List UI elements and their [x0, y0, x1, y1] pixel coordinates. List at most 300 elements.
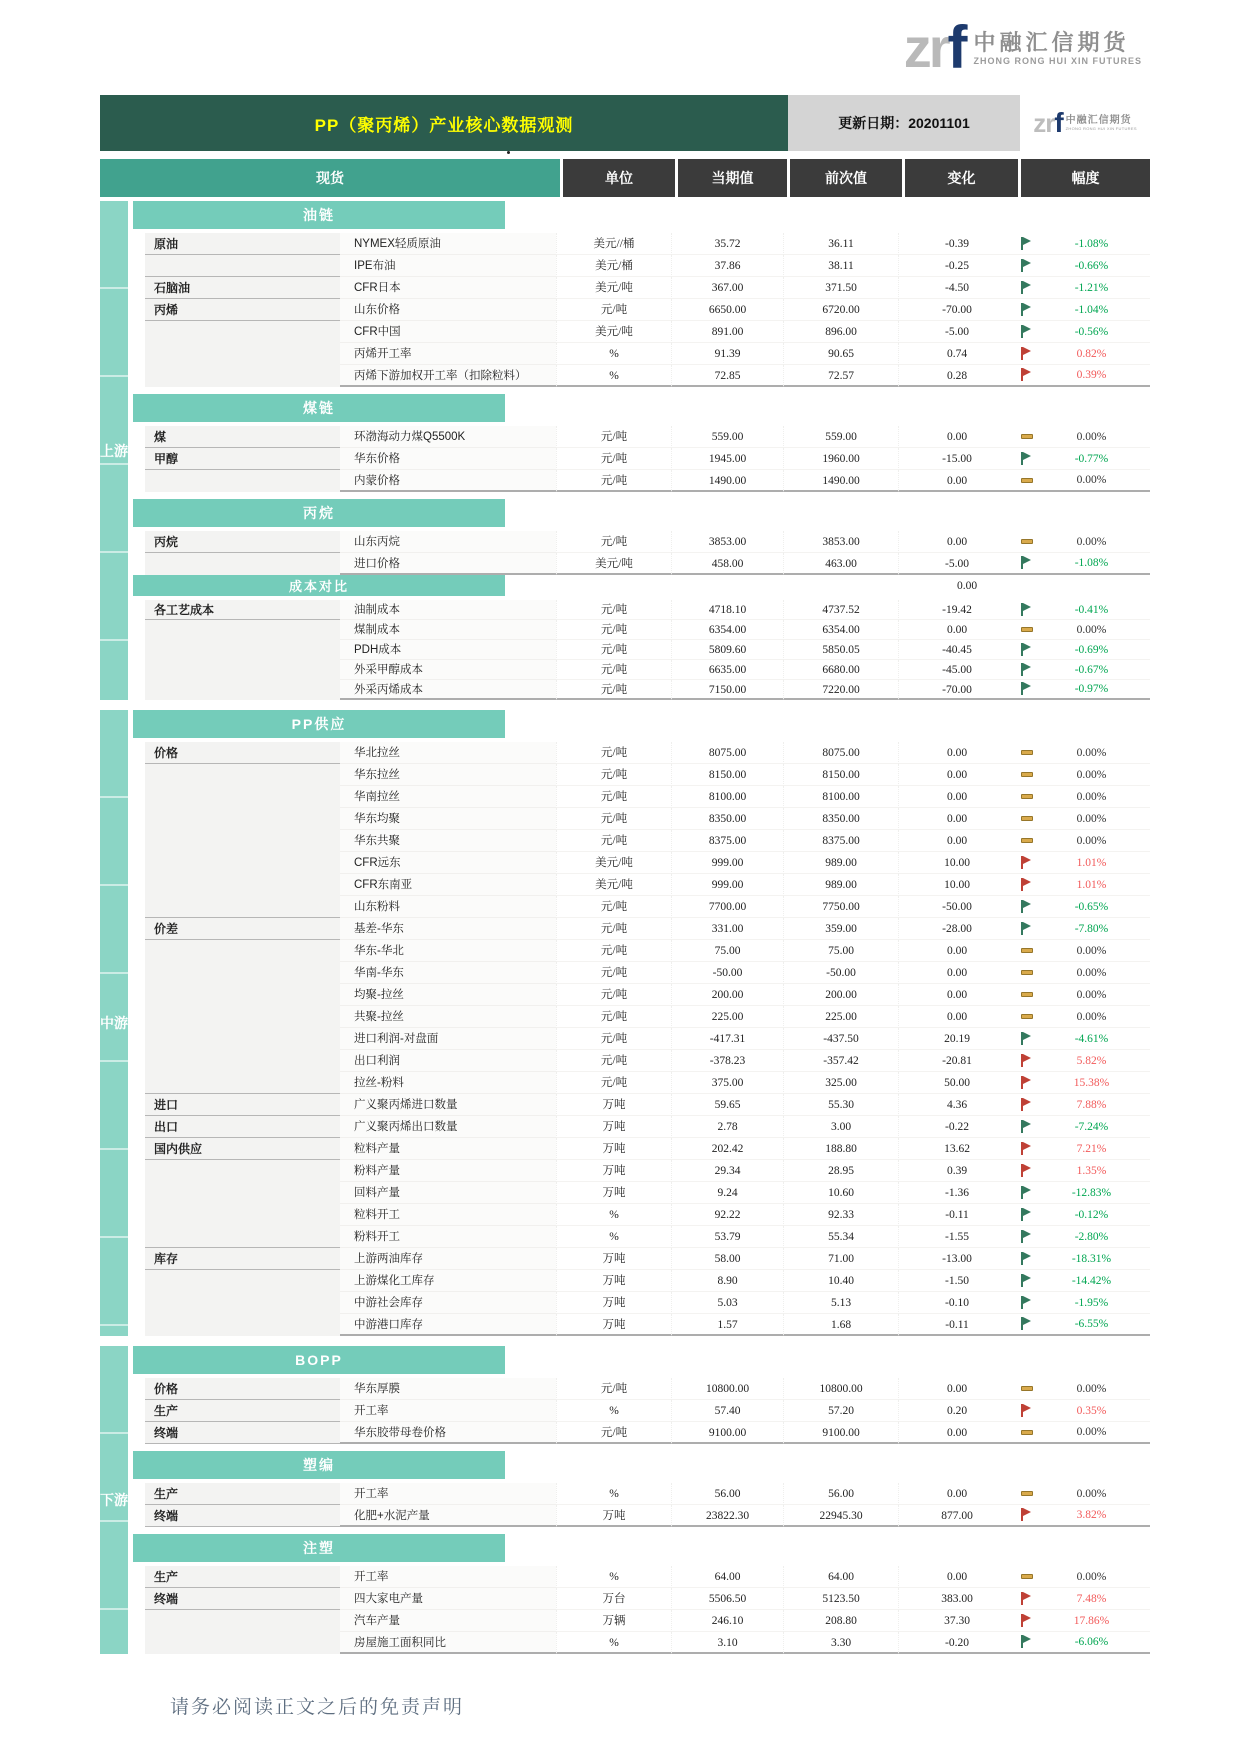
increase-flag-icon — [1020, 878, 1033, 892]
group-content — [128, 710, 1150, 1336]
decrease-flag-icon — [1020, 922, 1033, 936]
table-row — [128, 426, 1150, 448]
table-row — [128, 470, 1150, 492]
row-current-value: 331.00 — [671, 918, 783, 940]
row-current-value: 6650.00 — [671, 299, 783, 321]
table-row — [128, 343, 1150, 365]
row-item-label: 化肥+水泥产量 — [340, 1505, 556, 1527]
row-previous-value: 55.30 — [783, 1094, 898, 1116]
row-change-value: 4.36 — [898, 1094, 1015, 1116]
decrease-flag-icon — [1020, 325, 1033, 339]
section-header-row — [128, 1346, 1150, 1374]
table-row — [128, 742, 1150, 764]
row-previous-value: 72.57 — [783, 365, 898, 387]
row-percent-cell — [1015, 1422, 1150, 1444]
row-previous-value: 8350.00 — [783, 808, 898, 830]
row-unit: 美元//桶 — [556, 233, 671, 255]
neutral-dash-icon — [1021, 627, 1033, 632]
row-current-value: 1490.00 — [671, 470, 783, 492]
table-row — [128, 1006, 1150, 1028]
row-previous-value: 371.50 — [783, 277, 898, 299]
increase-flag-icon — [1020, 1592, 1033, 1606]
row-unit: 元/吨 — [556, 531, 671, 553]
row-current-value: 1945.00 — [671, 448, 783, 470]
row-previous-value: 55.34 — [783, 1226, 898, 1248]
row-change-value: 0.00 — [898, 764, 1015, 786]
row-unit: 元/吨 — [556, 808, 671, 830]
table-row — [128, 918, 1150, 940]
row-percent-value: 5.82% — [1076, 1054, 1107, 1067]
row-unit: 元/吨 — [556, 742, 671, 764]
row-percent-cell — [1015, 426, 1150, 448]
row-unit: 万吨 — [556, 1505, 671, 1527]
row-current-value: 6354.00 — [671, 620, 783, 640]
row-category: 甲醇 — [145, 448, 340, 470]
row-item-label: 开工率 — [340, 1400, 556, 1422]
row-current-value: -378.23 — [671, 1050, 783, 1072]
row-category: 终端 — [145, 1588, 340, 1610]
row-percent-value: 7.88% — [1076, 1098, 1107, 1111]
decrease-flag-icon — [1020, 1208, 1033, 1222]
table-row — [128, 233, 1150, 255]
row-category — [145, 1204, 340, 1226]
row-current-value: 246.10 — [671, 1610, 783, 1632]
increase-flag-icon — [1020, 1614, 1033, 1628]
table-row — [128, 1610, 1150, 1632]
neutral-dash-icon — [1021, 970, 1033, 975]
table-body — [100, 201, 1150, 1664]
row-unit: 元/吨 — [556, 1028, 671, 1050]
row-percent-cell — [1015, 343, 1150, 365]
row-item-label: 外采丙烯成本 — [340, 680, 556, 700]
decrease-flag-icon — [1020, 452, 1033, 466]
section-header-row — [128, 575, 1150, 596]
table-row — [128, 448, 1150, 470]
row-percent-cell — [1015, 918, 1150, 940]
row-previous-value: 6354.00 — [783, 620, 898, 640]
row-percent-cell — [1015, 1072, 1150, 1094]
row-item-label: 粒料产量 — [340, 1138, 556, 1160]
row-item-label: 华南拉丝 — [340, 786, 556, 808]
table-row — [128, 299, 1150, 321]
row-current-value: 8075.00 — [671, 742, 783, 764]
row-current-value: 35.72 — [671, 233, 783, 255]
row-current-value: 7150.00 — [671, 680, 783, 700]
logo-company-name-en: ZHONG RONG HUI XIN FUTURES — [1065, 126, 1137, 131]
row-change-value: -40.45 — [898, 640, 1015, 660]
row-previous-value: 559.00 — [783, 426, 898, 448]
row-category — [145, 786, 340, 808]
row-item-label: 丙烯开工率 — [340, 343, 556, 365]
row-item-label: 开工率 — [340, 1483, 556, 1505]
row-percent-cell — [1015, 553, 1150, 575]
row-percent-cell — [1015, 660, 1150, 680]
row-change-value: -0.25 — [898, 255, 1015, 277]
row-previous-value: 56.00 — [783, 1483, 898, 1505]
neutral-dash-icon — [1021, 1430, 1033, 1435]
row-item-label: 中游港口库存 — [340, 1314, 556, 1336]
increase-flag-icon — [1020, 856, 1033, 870]
row-change-value: 0.39 — [898, 1160, 1015, 1182]
row-current-value: 53.79 — [671, 1226, 783, 1248]
row-percent-cell — [1015, 1378, 1150, 1400]
row-item-label: 粒料开工 — [340, 1204, 556, 1226]
section-header-row — [128, 499, 1150, 527]
row-item-label: 回料产量 — [340, 1182, 556, 1204]
row-current-value: 375.00 — [671, 1072, 783, 1094]
row-current-value: 559.00 — [671, 426, 783, 448]
table-row — [128, 1292, 1150, 1314]
row-category — [145, 680, 340, 700]
row-percent-cell — [1015, 962, 1150, 984]
row-percent-value: 0.00% — [1076, 812, 1107, 825]
row-previous-value: 36.11 — [783, 233, 898, 255]
row-percent-cell — [1015, 940, 1150, 962]
row-current-value: 3.10 — [671, 1632, 783, 1654]
row-percent-cell — [1015, 1505, 1150, 1527]
column-header-current: 当期值 — [678, 159, 787, 197]
row-percent-value: -1.08% — [1074, 237, 1109, 250]
row-unit: 元/吨 — [556, 1422, 671, 1444]
column-header-percent: 幅度 — [1021, 159, 1150, 197]
row-percent-value: 0.00% — [1076, 430, 1107, 443]
row-percent-cell — [1015, 984, 1150, 1006]
row-category: 价差 — [145, 918, 340, 940]
row-category — [145, 962, 340, 984]
row-previous-value: 6680.00 — [783, 660, 898, 680]
row-previous-value: 225.00 — [783, 1006, 898, 1028]
row-category — [145, 1028, 340, 1050]
row-percent-value: -14.42% — [1071, 1274, 1112, 1287]
row-percent-cell — [1015, 1566, 1150, 1588]
row-change-value: 0.00 — [898, 984, 1015, 1006]
row-percent-cell — [1015, 1116, 1150, 1138]
row-percent-value: 0.00% — [1076, 790, 1107, 803]
row-category: 煤 — [145, 426, 340, 448]
row-previous-value: 6720.00 — [783, 299, 898, 321]
decrease-flag-icon — [1020, 1120, 1033, 1134]
section — [128, 575, 1150, 700]
row-unit: 万辆 — [556, 1610, 671, 1632]
row-category — [145, 1610, 340, 1632]
row-item-label: 环渤海动力煤Q5500K — [340, 426, 556, 448]
row-unit: % — [556, 1400, 671, 1422]
row-change-value: 10.00 — [898, 874, 1015, 896]
row-change-value: 0.00 — [898, 830, 1015, 852]
decrease-flag-icon — [1020, 663, 1033, 677]
row-category: 价格 — [145, 742, 340, 764]
row-unit: 万台 — [556, 1588, 671, 1610]
neutral-dash-icon — [1021, 750, 1033, 755]
stream-band — [100, 201, 128, 700]
stream-band — [100, 1346, 128, 1654]
row-percent-value: 1.35% — [1076, 1164, 1107, 1177]
decrease-flag-icon — [1020, 1032, 1033, 1046]
row-previous-value: 10800.00 — [783, 1378, 898, 1400]
row-category: 原油 — [145, 233, 340, 255]
row-item-label: 广义聚丙烯出口数量 — [340, 1116, 556, 1138]
row-category — [145, 1006, 340, 1028]
row-unit: 美元/吨 — [556, 321, 671, 343]
row-percent-cell — [1015, 1314, 1150, 1336]
row-item-label: 华东共聚 — [340, 830, 556, 852]
row-previous-value: 8375.00 — [783, 830, 898, 852]
title-logo-cell — [1020, 95, 1150, 151]
table-row — [128, 1588, 1150, 1610]
row-change-value: -0.20 — [898, 1632, 1015, 1654]
row-percent-cell — [1015, 1292, 1150, 1314]
row-percent-cell — [1015, 852, 1150, 874]
row-current-value: 58.00 — [671, 1248, 783, 1270]
row-previous-value: -50.00 — [783, 962, 898, 984]
row-change-value: -4.50 — [898, 277, 1015, 299]
table-row — [128, 640, 1150, 660]
table-row — [128, 1094, 1150, 1116]
row-percent-cell — [1015, 233, 1150, 255]
increase-flag-icon — [1020, 1098, 1033, 1112]
row-item-label: 基差-华东 — [340, 918, 556, 940]
row-percent-value: 7.21% — [1076, 1142, 1107, 1155]
row-current-value: 999.00 — [671, 874, 783, 896]
neutral-dash-icon — [1021, 838, 1033, 843]
row-percent-value: -4.61% — [1074, 1032, 1109, 1045]
row-previous-value: 1.68 — [783, 1314, 898, 1336]
row-category — [145, 470, 340, 492]
row-previous-value: 22945.30 — [783, 1505, 898, 1527]
row-change-value: 0.00 — [898, 786, 1015, 808]
row-percent-cell — [1015, 1006, 1150, 1028]
row-item-label: 华东-华北 — [340, 940, 556, 962]
neutral-dash-icon — [1021, 539, 1033, 544]
section — [128, 1346, 1150, 1444]
row-item-label: 粉料产量 — [340, 1160, 556, 1182]
section-header: 煤链 — [133, 394, 505, 422]
row-unit: 元/吨 — [556, 1050, 671, 1072]
row-percent-cell — [1015, 896, 1150, 918]
row-percent-cell — [1015, 874, 1150, 896]
row-previous-value: 325.00 — [783, 1072, 898, 1094]
table-row — [128, 786, 1150, 808]
row-category — [145, 1270, 340, 1292]
table-row — [128, 1632, 1150, 1654]
section-header-row — [128, 394, 1150, 422]
increase-flag-icon — [1020, 1076, 1033, 1090]
row-current-value: 9100.00 — [671, 1422, 783, 1444]
row-category: 库存 — [145, 1248, 340, 1270]
row-change-value: -0.11 — [898, 1314, 1015, 1336]
section-header: 注塑 — [133, 1534, 505, 1562]
row-item-label: 房屋施工面积同比 — [340, 1632, 556, 1654]
row-previous-value: 5123.50 — [783, 1588, 898, 1610]
group-content — [128, 1346, 1150, 1654]
row-percent-value: 0.00% — [1076, 746, 1107, 759]
row-item-label: 华东拉丝 — [340, 764, 556, 786]
row-category — [145, 984, 340, 1006]
row-percent-cell — [1015, 1270, 1150, 1292]
row-change-value: -5.00 — [898, 321, 1015, 343]
row-item-label: IPE布油 — [340, 255, 556, 277]
disclaimer-text: 请务必阅读正文之后的免责声明 — [170, 1697, 465, 1718]
row-percent-cell — [1015, 680, 1150, 700]
neutral-dash-icon — [1021, 1574, 1033, 1579]
row-change-value: -0.39 — [898, 233, 1015, 255]
row-previous-value: 208.80 — [783, 1610, 898, 1632]
row-category — [145, 1182, 340, 1204]
row-unit: 元/吨 — [556, 830, 671, 852]
row-item-label: 华北拉丝 — [340, 742, 556, 764]
row-category: 各工艺成本 — [145, 600, 340, 620]
table-row — [128, 1028, 1150, 1050]
column-header-unit: 单位 — [563, 159, 675, 197]
section — [128, 394, 1150, 492]
increase-flag-icon — [1020, 1164, 1033, 1178]
row-unit: 万吨 — [556, 1314, 671, 1336]
table-row — [128, 1204, 1150, 1226]
table-row — [128, 1248, 1150, 1270]
table-row — [128, 1400, 1150, 1422]
row-current-value: 75.00 — [671, 940, 783, 962]
table-row — [128, 1050, 1150, 1072]
row-change-value: -5.00 — [898, 553, 1015, 575]
row-change-value: -45.00 — [898, 660, 1015, 680]
row-change-value: 50.00 — [898, 1072, 1015, 1094]
table-row — [128, 1314, 1150, 1336]
table-row — [128, 1422, 1150, 1444]
row-current-value: 92.22 — [671, 1204, 783, 1226]
row-previous-value: 10.40 — [783, 1270, 898, 1292]
row-item-label: 山东丙烷 — [340, 531, 556, 553]
row-current-value: 3853.00 — [671, 531, 783, 553]
logo-company-name-en: ZHONG RONG HUI XIN FUTURES — [973, 56, 1142, 66]
row-current-value: 37.86 — [671, 255, 783, 277]
report-title: PP（聚丙烯）产业核心数据观测 — [100, 95, 788, 151]
row-unit: 万吨 — [556, 1138, 671, 1160]
row-category: 丙烯 — [145, 299, 340, 321]
row-percent-value: 0.00% — [1076, 535, 1107, 548]
table-group — [100, 1346, 1150, 1654]
neutral-dash-icon — [1021, 992, 1033, 997]
row-category — [145, 365, 340, 387]
row-change-value: -15.00 — [898, 448, 1015, 470]
row-change-value: 0.20 — [898, 1400, 1015, 1422]
row-previous-value: 75.00 — [783, 940, 898, 962]
table-row — [128, 1160, 1150, 1182]
table-row — [128, 1182, 1150, 1204]
increase-flag-icon — [1020, 368, 1033, 382]
row-category — [145, 343, 340, 365]
table-row — [128, 1116, 1150, 1138]
row-category — [145, 764, 340, 786]
table-row — [128, 365, 1150, 387]
row-percent-value: 0.00% — [1076, 474, 1107, 486]
row-unit: % — [556, 343, 671, 365]
row-percent-cell — [1015, 764, 1150, 786]
row-percent-cell — [1015, 365, 1150, 387]
row-percent-value: 0.00% — [1076, 966, 1107, 979]
row-item-label: 油制成本 — [340, 600, 556, 620]
table-row — [128, 1566, 1150, 1588]
row-previous-value: 90.65 — [783, 343, 898, 365]
row-item-label: 进口价格 — [340, 553, 556, 575]
row-unit: 元/吨 — [556, 764, 671, 786]
row-previous-value: 57.20 — [783, 1400, 898, 1422]
row-item-label: 上游煤化工库存 — [340, 1270, 556, 1292]
decrease-flag-icon — [1020, 1296, 1033, 1310]
neutral-dash-icon — [1021, 434, 1033, 439]
row-percent-cell — [1015, 1204, 1150, 1226]
row-category — [145, 1632, 340, 1654]
row-previous-value: 28.95 — [783, 1160, 898, 1182]
row-change-value: 0.00 — [898, 426, 1015, 448]
row-current-value: 23822.30 — [671, 1505, 783, 1527]
row-unit: % — [556, 1483, 671, 1505]
decrease-flag-icon — [1020, 281, 1033, 295]
row-percent-value: 0.82% — [1076, 347, 1107, 360]
row-category — [145, 1050, 340, 1072]
row-change-value: 0.00 — [898, 1483, 1015, 1505]
row-item-label: 四大家电产量 — [340, 1588, 556, 1610]
row-unit: 元/吨 — [556, 896, 671, 918]
column-header-change: 变化 — [905, 159, 1018, 197]
row-item-label: 均聚-拉丝 — [340, 984, 556, 1006]
row-percent-value: 0.00% — [1076, 1487, 1107, 1500]
row-item-label: 进口利润-对盘面 — [340, 1028, 556, 1050]
row-percent-cell — [1015, 786, 1150, 808]
table-row — [128, 1378, 1150, 1400]
row-item-label: CFR远东 — [340, 852, 556, 874]
table-row — [128, 1505, 1150, 1527]
section-header-row — [128, 1534, 1150, 1562]
row-category — [145, 321, 340, 343]
row-change-value: 10.00 — [898, 852, 1015, 874]
row-item-label: 出口利润 — [340, 1050, 556, 1072]
row-category — [145, 1072, 340, 1094]
row-previous-value: 38.11 — [783, 255, 898, 277]
logo-company-name: 中融汇信期货 — [1065, 115, 1132, 126]
row-percent-cell — [1015, 1610, 1150, 1632]
logo-f-text: f — [947, 14, 968, 81]
row-current-value: 225.00 — [671, 1006, 783, 1028]
row-unit: 美元/桶 — [556, 255, 671, 277]
row-percent-value: 7.48% — [1076, 1592, 1107, 1605]
row-percent-value: -1.21% — [1074, 281, 1109, 294]
row-unit: 万吨 — [556, 1094, 671, 1116]
neutral-dash-icon — [1021, 948, 1033, 953]
row-percent-value: -2.80% — [1074, 1230, 1109, 1243]
row-current-value: 5809.60 — [671, 640, 783, 660]
row-unit: % — [556, 1566, 671, 1588]
section-header-change-value: 0.00 — [956, 579, 978, 592]
row-item-label: CFR东南亚 — [340, 874, 556, 896]
row-percent-value: 0.00% — [1076, 988, 1107, 1001]
row-item-label: PDH成本 — [340, 640, 556, 660]
row-current-value: 6635.00 — [671, 660, 783, 680]
row-unit: 美元/吨 — [556, 874, 671, 896]
row-change-value: 0.00 — [898, 808, 1015, 830]
row-previous-value: 10.60 — [783, 1182, 898, 1204]
row-percent-cell — [1015, 448, 1150, 470]
increase-flag-icon — [1020, 1404, 1033, 1418]
row-category: 石脑油 — [145, 277, 340, 299]
row-current-value: 2.78 — [671, 1116, 783, 1138]
row-change-value: -70.00 — [898, 680, 1015, 700]
row-percent-value: -0.41% — [1074, 603, 1109, 616]
column-header-spot: 现货 — [100, 159, 560, 197]
row-category — [145, 620, 340, 640]
decrease-flag-icon — [1020, 643, 1033, 657]
row-percent-value: 0.00% — [1076, 834, 1107, 847]
row-unit: 万吨 — [556, 1116, 671, 1138]
